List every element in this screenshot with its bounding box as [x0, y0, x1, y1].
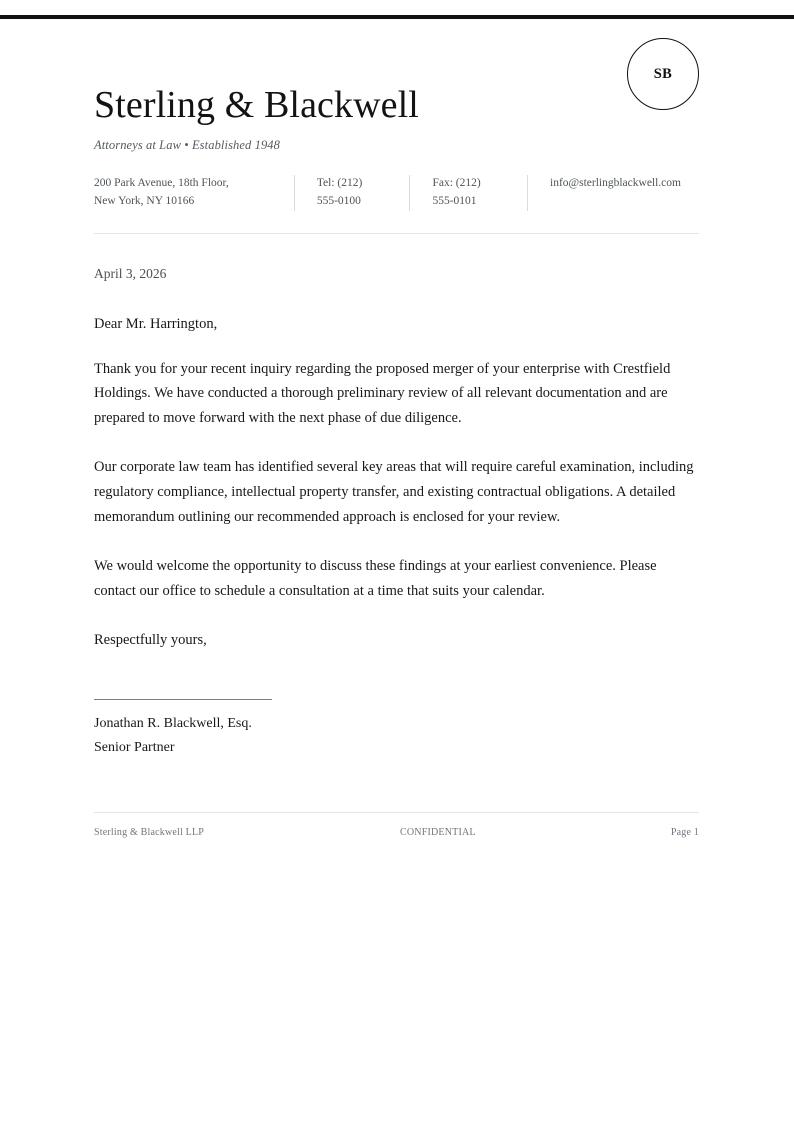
signature-block — [94, 699, 699, 760]
signature-rule — [94, 699, 272, 700]
signatory-name: Jonathan R. Blackwell, Esq. — [94, 716, 252, 732]
address-line-2: New York, NY 10166 — [94, 194, 195, 207]
firm-logo-badge — [627, 38, 699, 110]
letter-content-column — [94, 0, 699, 838]
firm-name: Sterling & Blackwell — [94, 84, 419, 126]
fax-number: 555-0101 — [432, 194, 477, 207]
address-line-1: 200 Park Avenue, 18th Floor, — [94, 176, 229, 189]
email-address[interactable]: info@sterlingblackwell.com — [550, 176, 681, 189]
body-paragraph: We would welcome the opportunity to discuss these findings at your earliest convenience. Please contact our office to schedule a consultation at a time that suits your calendar. — [94, 558, 657, 600]
firm-tagline: Attorneys at Law • Established 1948 — [94, 137, 281, 152]
page-footer — [94, 812, 699, 838]
footer-page-number: Page 1 — [670, 826, 699, 838]
contact-email — [527, 175, 699, 211]
salutation: Dear Mr. Harrington, — [94, 315, 218, 332]
letter-date: April 3, 2026 — [94, 265, 167, 281]
telephone-label: Tel: (212) — [316, 176, 363, 189]
contact-fax — [409, 175, 527, 211]
letterhead-divider — [94, 233, 699, 234]
signatory-title: Senior Partner — [94, 739, 175, 755]
telephone-number: 555-0100 — [316, 194, 361, 207]
logo-monogram-text: SB — [653, 65, 673, 82]
letter-body — [94, 266, 699, 760]
closing-phrase: Respectfully yours, — [94, 632, 207, 649]
fax-label: Fax: (212) — [432, 176, 481, 189]
contact-address — [94, 175, 294, 211]
footer-firm-name: Sterling & Blackwell LLP — [94, 826, 205, 838]
contact-strip — [94, 175, 699, 211]
body-paragraph: Thank you for your recent inquiry regarding the proposed merger of your enterprise with Crestfield Holdings. We have conducted a thorough preliminary review of all relevant documentation and are prepared to move forward with the next phase of due diligence. — [94, 360, 671, 427]
footer-confidentiality-notice: CONFIDENTIAL — [400, 826, 476, 838]
contact-telephone — [294, 175, 410, 211]
body-paragraph: Our corporate law team has identified several key areas that will require careful examination, including regulatory compliance, intellectual property transfer, and existing contractual obligations. A detailed memorandum outlining our recommended approach is enclosed for your review. — [94, 459, 694, 526]
letterhead — [94, 0, 699, 234]
